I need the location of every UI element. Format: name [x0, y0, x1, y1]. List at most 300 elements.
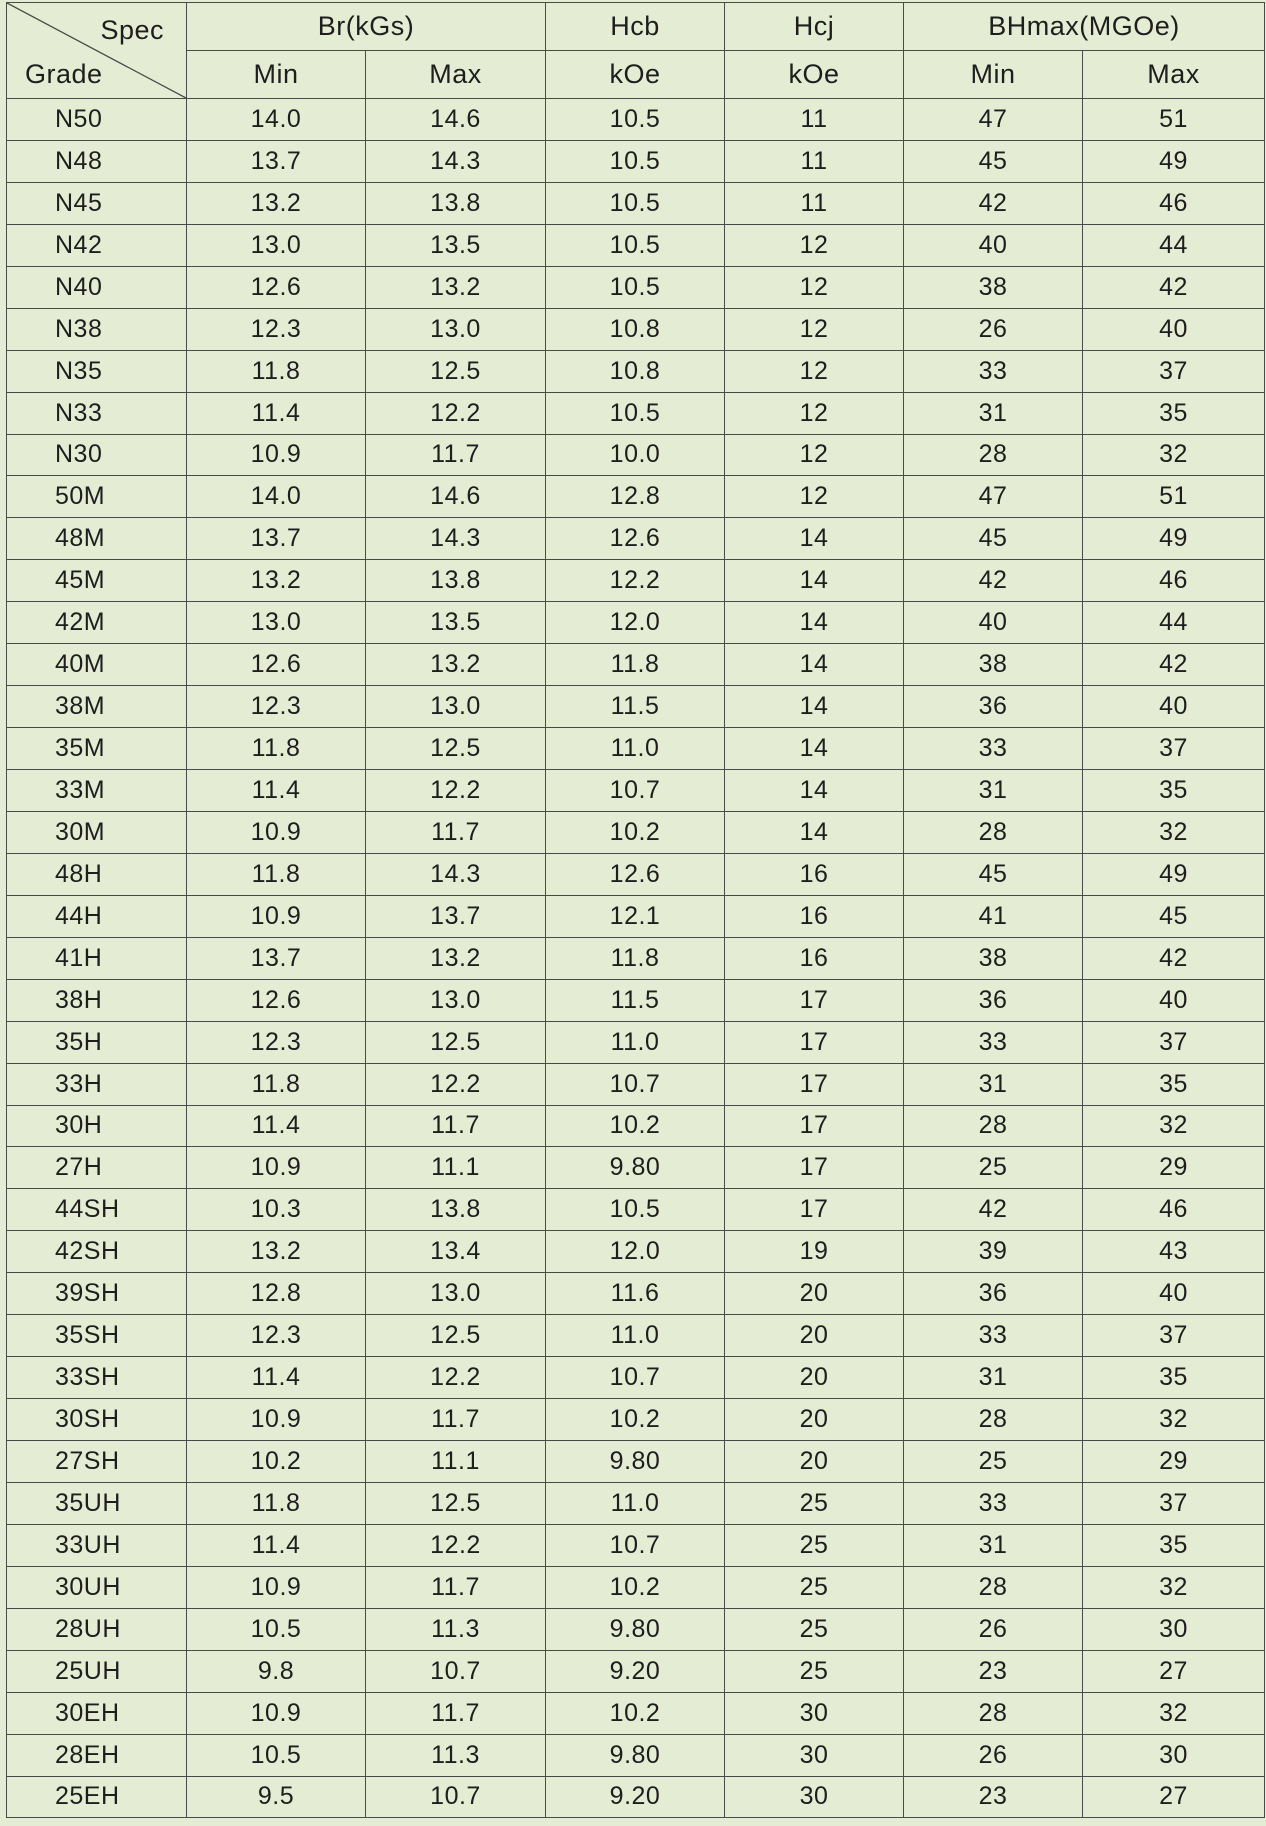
table-row [7, 937, 1265, 979]
hcj-cell: 19 [725, 1231, 904, 1273]
br-min-cell: 11.4 [187, 1105, 366, 1147]
hcj-cell: 11 [725, 140, 904, 182]
bhmax-min-cell: 36 [904, 686, 1083, 728]
table-row [7, 1566, 1265, 1608]
table-row [7, 602, 1265, 644]
br-max-cell: 13.5 [366, 602, 546, 644]
bhmax-min-cell: 31 [904, 1357, 1083, 1399]
br-min-cell: 11.8 [187, 853, 366, 895]
br-max-cell: 13.8 [366, 182, 546, 224]
table-row [7, 518, 1265, 560]
br-max-cell: 13.8 [366, 1189, 546, 1231]
grade-cell: N48 [7, 140, 187, 182]
bhmax-max-cell: 37 [1083, 1482, 1265, 1524]
bhmax-min-cell: 42 [904, 1189, 1083, 1231]
grade-cell: 28UH [7, 1608, 187, 1650]
table-row [7, 1273, 1265, 1315]
table-row [7, 979, 1265, 1021]
bhmax-max-cell: 45 [1083, 895, 1265, 937]
hcb-cell: 10.7 [546, 1524, 725, 1566]
bhmax-min-cell: 26 [904, 308, 1083, 350]
grade-cell: 33UH [7, 1524, 187, 1566]
grade-cell: 27SH [7, 1441, 187, 1483]
bhmax-max-cell: 30 [1083, 1608, 1265, 1650]
grade-cell: 38M [7, 686, 187, 728]
bhmax-min-cell: 31 [904, 392, 1083, 434]
table-row [7, 350, 1265, 392]
bhmax-max-cell: 35 [1083, 1063, 1265, 1105]
br-min-cell: 10.9 [187, 1692, 366, 1734]
hcb-cell: 10.5 [546, 266, 725, 308]
bhmax-min-cell: 45 [904, 853, 1083, 895]
header-row-main [7, 3, 1265, 51]
hcb-cell: 10.2 [546, 1566, 725, 1608]
bhmax-min-cell: 26 [904, 1608, 1083, 1650]
hcb-cell: 9.20 [546, 1650, 725, 1692]
grade-label: Grade [25, 59, 103, 89]
br-min-cell: 12.6 [187, 266, 366, 308]
hcj-cell: 20 [725, 1315, 904, 1357]
table-row [7, 728, 1265, 770]
hcj-cell: 14 [725, 811, 904, 853]
bhmax-min-cell: 33 [904, 728, 1083, 770]
hcb-cell: 9.80 [546, 1734, 725, 1776]
br-min-cell: 10.9 [187, 811, 366, 853]
grade-cell: N35 [7, 350, 187, 392]
bhmax-max-cell: 51 [1083, 99, 1265, 141]
grade-cell: N40 [7, 266, 187, 308]
table-row [7, 895, 1265, 937]
bhmax-min-cell: 33 [904, 1315, 1083, 1357]
br-max-cell: 11.1 [366, 1441, 546, 1483]
grade-cell: 39SH [7, 1273, 187, 1315]
table-row [7, 1692, 1265, 1734]
bhmax-max-cell: 37 [1083, 350, 1265, 392]
br-min-cell: 12.3 [187, 308, 366, 350]
br-min-cell: 13.2 [187, 560, 366, 602]
br-header: Br(kGs) [187, 3, 546, 51]
br-max-cell: 13.2 [366, 644, 546, 686]
br-min-cell: 10.2 [187, 1441, 366, 1483]
bhmax-max-cell: 40 [1083, 308, 1265, 350]
bhmax-max-cell: 35 [1083, 1524, 1265, 1566]
hcj-cell: 20 [725, 1357, 904, 1399]
bhmax-min-cell: 31 [904, 1524, 1083, 1566]
br-max-cell: 14.6 [366, 99, 546, 141]
table-row [7, 853, 1265, 895]
hcb-unit-subheader: kOe [546, 51, 725, 99]
br-max-cell: 12.5 [366, 1021, 546, 1063]
hcj-cell: 30 [725, 1734, 904, 1776]
grade-cell: N42 [7, 224, 187, 266]
br-max-cell: 13.8 [366, 560, 546, 602]
br-min-cell: 12.3 [187, 1021, 366, 1063]
br-max-cell: 12.2 [366, 1063, 546, 1105]
hcb-cell: 12.6 [546, 853, 725, 895]
br-max-cell: 13.5 [366, 224, 546, 266]
br-max-cell: 14.3 [366, 518, 546, 560]
grade-cell: 48M [7, 518, 187, 560]
br-min-cell: 10.5 [187, 1608, 366, 1650]
bhmax-min-cell: 28 [904, 1399, 1083, 1441]
br-max-cell: 10.7 [366, 1776, 546, 1818]
br-max-cell: 13.4 [366, 1231, 546, 1273]
br-max-subheader: Max [366, 51, 546, 99]
br-min-cell: 13.7 [187, 937, 366, 979]
bhmax-min-cell: 33 [904, 350, 1083, 392]
bhmax-min-cell: 45 [904, 140, 1083, 182]
br-min-cell: 12.6 [187, 979, 366, 1021]
br-min-cell: 10.3 [187, 1189, 366, 1231]
grade-cell: 25EH [7, 1776, 187, 1818]
br-max-cell: 11.7 [366, 1399, 546, 1441]
table-row [7, 1441, 1265, 1483]
grade-cell: 30SH [7, 1399, 187, 1441]
br-max-cell: 14.3 [366, 853, 546, 895]
hcb-cell: 11.5 [546, 686, 725, 728]
hcb-cell: 9.20 [546, 1776, 725, 1818]
br-max-cell: 12.2 [366, 1524, 546, 1566]
hcb-cell: 12.0 [546, 602, 725, 644]
br-max-cell: 11.7 [366, 811, 546, 853]
hcj-header: Hcj [725, 3, 904, 51]
bhmax-max-cell: 40 [1083, 1273, 1265, 1315]
bhmax-min-cell: 38 [904, 937, 1083, 979]
grade-cell: 28EH [7, 1734, 187, 1776]
br-max-cell: 13.2 [366, 937, 546, 979]
table-row [7, 308, 1265, 350]
hcj-cell: 16 [725, 853, 904, 895]
hcb-cell: 10.8 [546, 308, 725, 350]
bhmax-max-cell: 49 [1083, 518, 1265, 560]
table-row [7, 140, 1265, 182]
bhmax-max-cell: 32 [1083, 1566, 1265, 1608]
hcj-cell: 12 [725, 392, 904, 434]
hcj-cell: 14 [725, 728, 904, 770]
table-row [7, 811, 1265, 853]
br-min-cell: 9.5 [187, 1776, 366, 1818]
bhmax-min-cell: 28 [904, 434, 1083, 476]
bhmax-min-cell: 40 [904, 602, 1083, 644]
grade-cell: N45 [7, 182, 187, 224]
bhmax-max-cell: 44 [1083, 224, 1265, 266]
table-row [7, 770, 1265, 812]
br-max-cell: 13.0 [366, 1273, 546, 1315]
hcb-cell: 10.2 [546, 811, 725, 853]
br-max-cell: 12.2 [366, 392, 546, 434]
br-min-cell: 11.4 [187, 1524, 366, 1566]
br-min-cell: 11.4 [187, 1357, 366, 1399]
br-min-cell: 14.0 [187, 476, 366, 518]
table-row [7, 224, 1265, 266]
hcj-unit-subheader: kOe [725, 51, 904, 99]
corner-header-cell [7, 3, 187, 99]
grade-cell: N38 [7, 308, 187, 350]
table-row [7, 1399, 1265, 1441]
br-max-cell: 14.3 [366, 140, 546, 182]
hcj-cell: 12 [725, 266, 904, 308]
header-row-sub [7, 51, 1265, 99]
table-row [7, 1608, 1265, 1650]
br-min-cell: 12.6 [187, 644, 366, 686]
hcb-cell: 10.5 [546, 182, 725, 224]
hcb-cell: 10.5 [546, 1189, 725, 1231]
br-min-cell: 14.0 [187, 99, 366, 141]
br-min-cell: 13.0 [187, 224, 366, 266]
table-row [7, 182, 1265, 224]
bhmax-min-cell: 28 [904, 811, 1083, 853]
bhmax-min-cell: 36 [904, 979, 1083, 1021]
table-row [7, 1776, 1265, 1818]
bhmax-max-cell: 37 [1083, 1315, 1265, 1357]
table-row [7, 99, 1265, 141]
br-min-cell: 10.9 [187, 1147, 366, 1189]
hcj-cell: 14 [725, 560, 904, 602]
table-row [7, 266, 1265, 308]
hcj-cell: 17 [725, 1021, 904, 1063]
hcb-cell: 12.8 [546, 476, 725, 518]
br-min-cell: 13.7 [187, 518, 366, 560]
bhmax-max-cell: 32 [1083, 1399, 1265, 1441]
bhmax-min-cell: 28 [904, 1105, 1083, 1147]
br-min-cell: 12.3 [187, 686, 366, 728]
bhmax-max-cell: 40 [1083, 686, 1265, 728]
bhmax-min-cell: 25 [904, 1147, 1083, 1189]
bhmax-max-cell: 46 [1083, 182, 1265, 224]
hcj-cell: 14 [725, 644, 904, 686]
hcj-cell: 12 [725, 350, 904, 392]
bhmax-max-cell: 42 [1083, 266, 1265, 308]
br-max-cell: 12.5 [366, 1315, 546, 1357]
bhmax-min-cell: 23 [904, 1650, 1083, 1692]
br-max-cell: 12.2 [366, 1357, 546, 1399]
grade-cell: 33M [7, 770, 187, 812]
br-min-cell: 13.7 [187, 140, 366, 182]
br-min-cell: 9.8 [187, 1650, 366, 1692]
hcj-cell: 11 [725, 182, 904, 224]
hcb-cell: 11.6 [546, 1273, 725, 1315]
bhmax-max-cell: 37 [1083, 728, 1265, 770]
table-row [7, 686, 1265, 728]
br-min-cell: 12.8 [187, 1273, 366, 1315]
bhmax-max-cell: 27 [1083, 1776, 1265, 1818]
hcj-cell: 30 [725, 1692, 904, 1734]
grade-cell: 27H [7, 1147, 187, 1189]
hcj-cell: 16 [725, 937, 904, 979]
grade-cell: N50 [7, 99, 187, 141]
br-max-cell: 11.7 [366, 434, 546, 476]
bhmax-max-cell: 44 [1083, 602, 1265, 644]
bhmax-max-cell: 32 [1083, 1692, 1265, 1734]
br-max-cell: 11.7 [366, 1105, 546, 1147]
hcj-cell: 14 [725, 602, 904, 644]
br-max-cell: 13.2 [366, 266, 546, 308]
hcb-cell: 12.1 [546, 895, 725, 937]
bhmax-max-cell: 30 [1083, 1734, 1265, 1776]
bhmax-max-cell: 40 [1083, 979, 1265, 1021]
br-max-cell: 12.5 [366, 1482, 546, 1524]
hcb-cell: 10.5 [546, 99, 725, 141]
hcj-cell: 25 [725, 1608, 904, 1650]
hcb-header: Hcb [546, 3, 725, 51]
table-row [7, 560, 1265, 602]
hcb-cell: 9.80 [546, 1147, 725, 1189]
br-max-cell: 12.5 [366, 728, 546, 770]
hcb-cell: 10.7 [546, 1357, 725, 1399]
hcj-cell: 12 [725, 224, 904, 266]
hcb-cell: 10.2 [546, 1105, 725, 1147]
br-max-cell: 10.7 [366, 1650, 546, 1692]
bhmax-min-cell: 28 [904, 1566, 1083, 1608]
hcj-cell: 25 [725, 1482, 904, 1524]
grade-cell: 30H [7, 1105, 187, 1147]
grade-cell: 33SH [7, 1357, 187, 1399]
grade-cell: 30UH [7, 1566, 187, 1608]
hcj-cell: 20 [725, 1399, 904, 1441]
bhmax-min-cell: 45 [904, 518, 1083, 560]
table-row [7, 1524, 1265, 1566]
hcb-cell: 9.80 [546, 1441, 725, 1483]
br-min-cell: 11.8 [187, 728, 366, 770]
hcb-cell: 10.2 [546, 1399, 725, 1441]
grade-cell: 35M [7, 728, 187, 770]
grade-cell: 50M [7, 476, 187, 518]
hcj-cell: 25 [725, 1566, 904, 1608]
bhmax-max-cell: 49 [1083, 140, 1265, 182]
hcb-cell: 11.0 [546, 1482, 725, 1524]
bhmax-min-cell: 33 [904, 1021, 1083, 1063]
br-max-cell: 11.7 [366, 1692, 546, 1734]
br-min-cell: 12.3 [187, 1315, 366, 1357]
br-max-cell: 11.7 [366, 1566, 546, 1608]
hcj-cell: 17 [725, 1105, 904, 1147]
bhmax-max-cell: 46 [1083, 1189, 1265, 1231]
hcj-cell: 17 [725, 1063, 904, 1105]
grade-cell: 30EH [7, 1692, 187, 1734]
table-row [7, 1189, 1265, 1231]
hcj-cell: 20 [725, 1441, 904, 1483]
hcb-cell: 11.8 [546, 937, 725, 979]
hcb-cell: 10.5 [546, 140, 725, 182]
hcj-cell: 12 [725, 308, 904, 350]
bhmax-min-cell: 31 [904, 1063, 1083, 1105]
br-max-cell: 13.7 [366, 895, 546, 937]
bhmax-min-cell: 31 [904, 770, 1083, 812]
hcb-cell: 10.7 [546, 1063, 725, 1105]
br-min-cell: 13.0 [187, 602, 366, 644]
bhmax-max-cell: 49 [1083, 853, 1265, 895]
bhmax-max-cell: 37 [1083, 1021, 1265, 1063]
br-min-cell: 10.9 [187, 434, 366, 476]
br-min-cell: 11.4 [187, 392, 366, 434]
hcj-cell: 14 [725, 518, 904, 560]
hcj-cell: 17 [725, 1147, 904, 1189]
grade-cell: 35UH [7, 1482, 187, 1524]
br-max-cell: 11.3 [366, 1608, 546, 1650]
hcb-cell: 10.7 [546, 770, 725, 812]
bhmax-min-cell: 25 [904, 1441, 1083, 1483]
bhmax-max-cell: 29 [1083, 1441, 1265, 1483]
grade-cell: 33H [7, 1063, 187, 1105]
br-max-cell: 13.0 [366, 686, 546, 728]
br-max-cell: 14.6 [366, 476, 546, 518]
hcb-cell: 11.0 [546, 1315, 725, 1357]
br-min-cell: 10.9 [187, 1566, 366, 1608]
br-min-cell: 11.8 [187, 1063, 366, 1105]
table-row [7, 476, 1265, 518]
bhmax-max-subheader: Max [1083, 51, 1265, 99]
br-max-cell: 11.3 [366, 1734, 546, 1776]
grade-cell: 44H [7, 895, 187, 937]
table-row [7, 1650, 1265, 1692]
bhmax-min-cell: 42 [904, 560, 1083, 602]
bhmax-min-cell: 28 [904, 1692, 1083, 1734]
bhmax-max-cell: 27 [1083, 1650, 1265, 1692]
hcb-cell: 10.5 [546, 392, 725, 434]
hcj-cell: 12 [725, 476, 904, 518]
bhmax-header: BHmax(MGOe) [904, 3, 1265, 51]
hcb-cell: 12.0 [546, 1231, 725, 1273]
grade-cell: 40M [7, 644, 187, 686]
br-min-cell: 11.4 [187, 770, 366, 812]
grade-cell: 45M [7, 560, 187, 602]
grade-cell: 48H [7, 853, 187, 895]
table-row [7, 644, 1265, 686]
magnet-grade-table [6, 2, 1265, 1818]
spec-label: Spec [100, 15, 164, 45]
table-row [7, 1063, 1265, 1105]
hcj-cell: 12 [725, 434, 904, 476]
br-min-subheader: Min [187, 51, 366, 99]
hcj-cell: 14 [725, 686, 904, 728]
bhmax-min-cell: 39 [904, 1231, 1083, 1273]
table-row [7, 1021, 1265, 1063]
table-row [7, 1231, 1265, 1273]
grade-cell: N33 [7, 392, 187, 434]
table-row [7, 392, 1265, 434]
hcj-cell: 16 [725, 895, 904, 937]
br-min-cell: 10.9 [187, 1399, 366, 1441]
hcj-cell: 25 [725, 1524, 904, 1566]
table-row [7, 1357, 1265, 1399]
bhmax-max-cell: 35 [1083, 392, 1265, 434]
table-row [7, 1482, 1265, 1524]
hcb-cell: 10.8 [546, 350, 725, 392]
bhmax-min-cell: 47 [904, 476, 1083, 518]
bhmax-min-cell: 23 [904, 1776, 1083, 1818]
hcb-cell: 10.2 [546, 1692, 725, 1734]
br-min-cell: 13.2 [187, 182, 366, 224]
hcj-cell: 14 [725, 770, 904, 812]
hcb-cell: 11.0 [546, 728, 725, 770]
table-row [7, 1147, 1265, 1189]
br-min-cell: 13.2 [187, 1231, 366, 1273]
table-row [7, 1315, 1265, 1357]
hcb-cell: 11.8 [546, 644, 725, 686]
bhmax-min-cell: 38 [904, 266, 1083, 308]
br-max-cell: 12.2 [366, 770, 546, 812]
table-row [7, 1734, 1265, 1776]
grade-cell: 42SH [7, 1231, 187, 1273]
grade-cell: 35H [7, 1021, 187, 1063]
br-min-cell: 11.8 [187, 350, 366, 392]
br-min-cell: 10.9 [187, 895, 366, 937]
hcj-cell: 17 [725, 1189, 904, 1231]
hcb-cell: 11.0 [546, 1021, 725, 1063]
bhmax-min-cell: 42 [904, 182, 1083, 224]
bhmax-min-cell: 33 [904, 1482, 1083, 1524]
bhmax-max-cell: 35 [1083, 770, 1265, 812]
